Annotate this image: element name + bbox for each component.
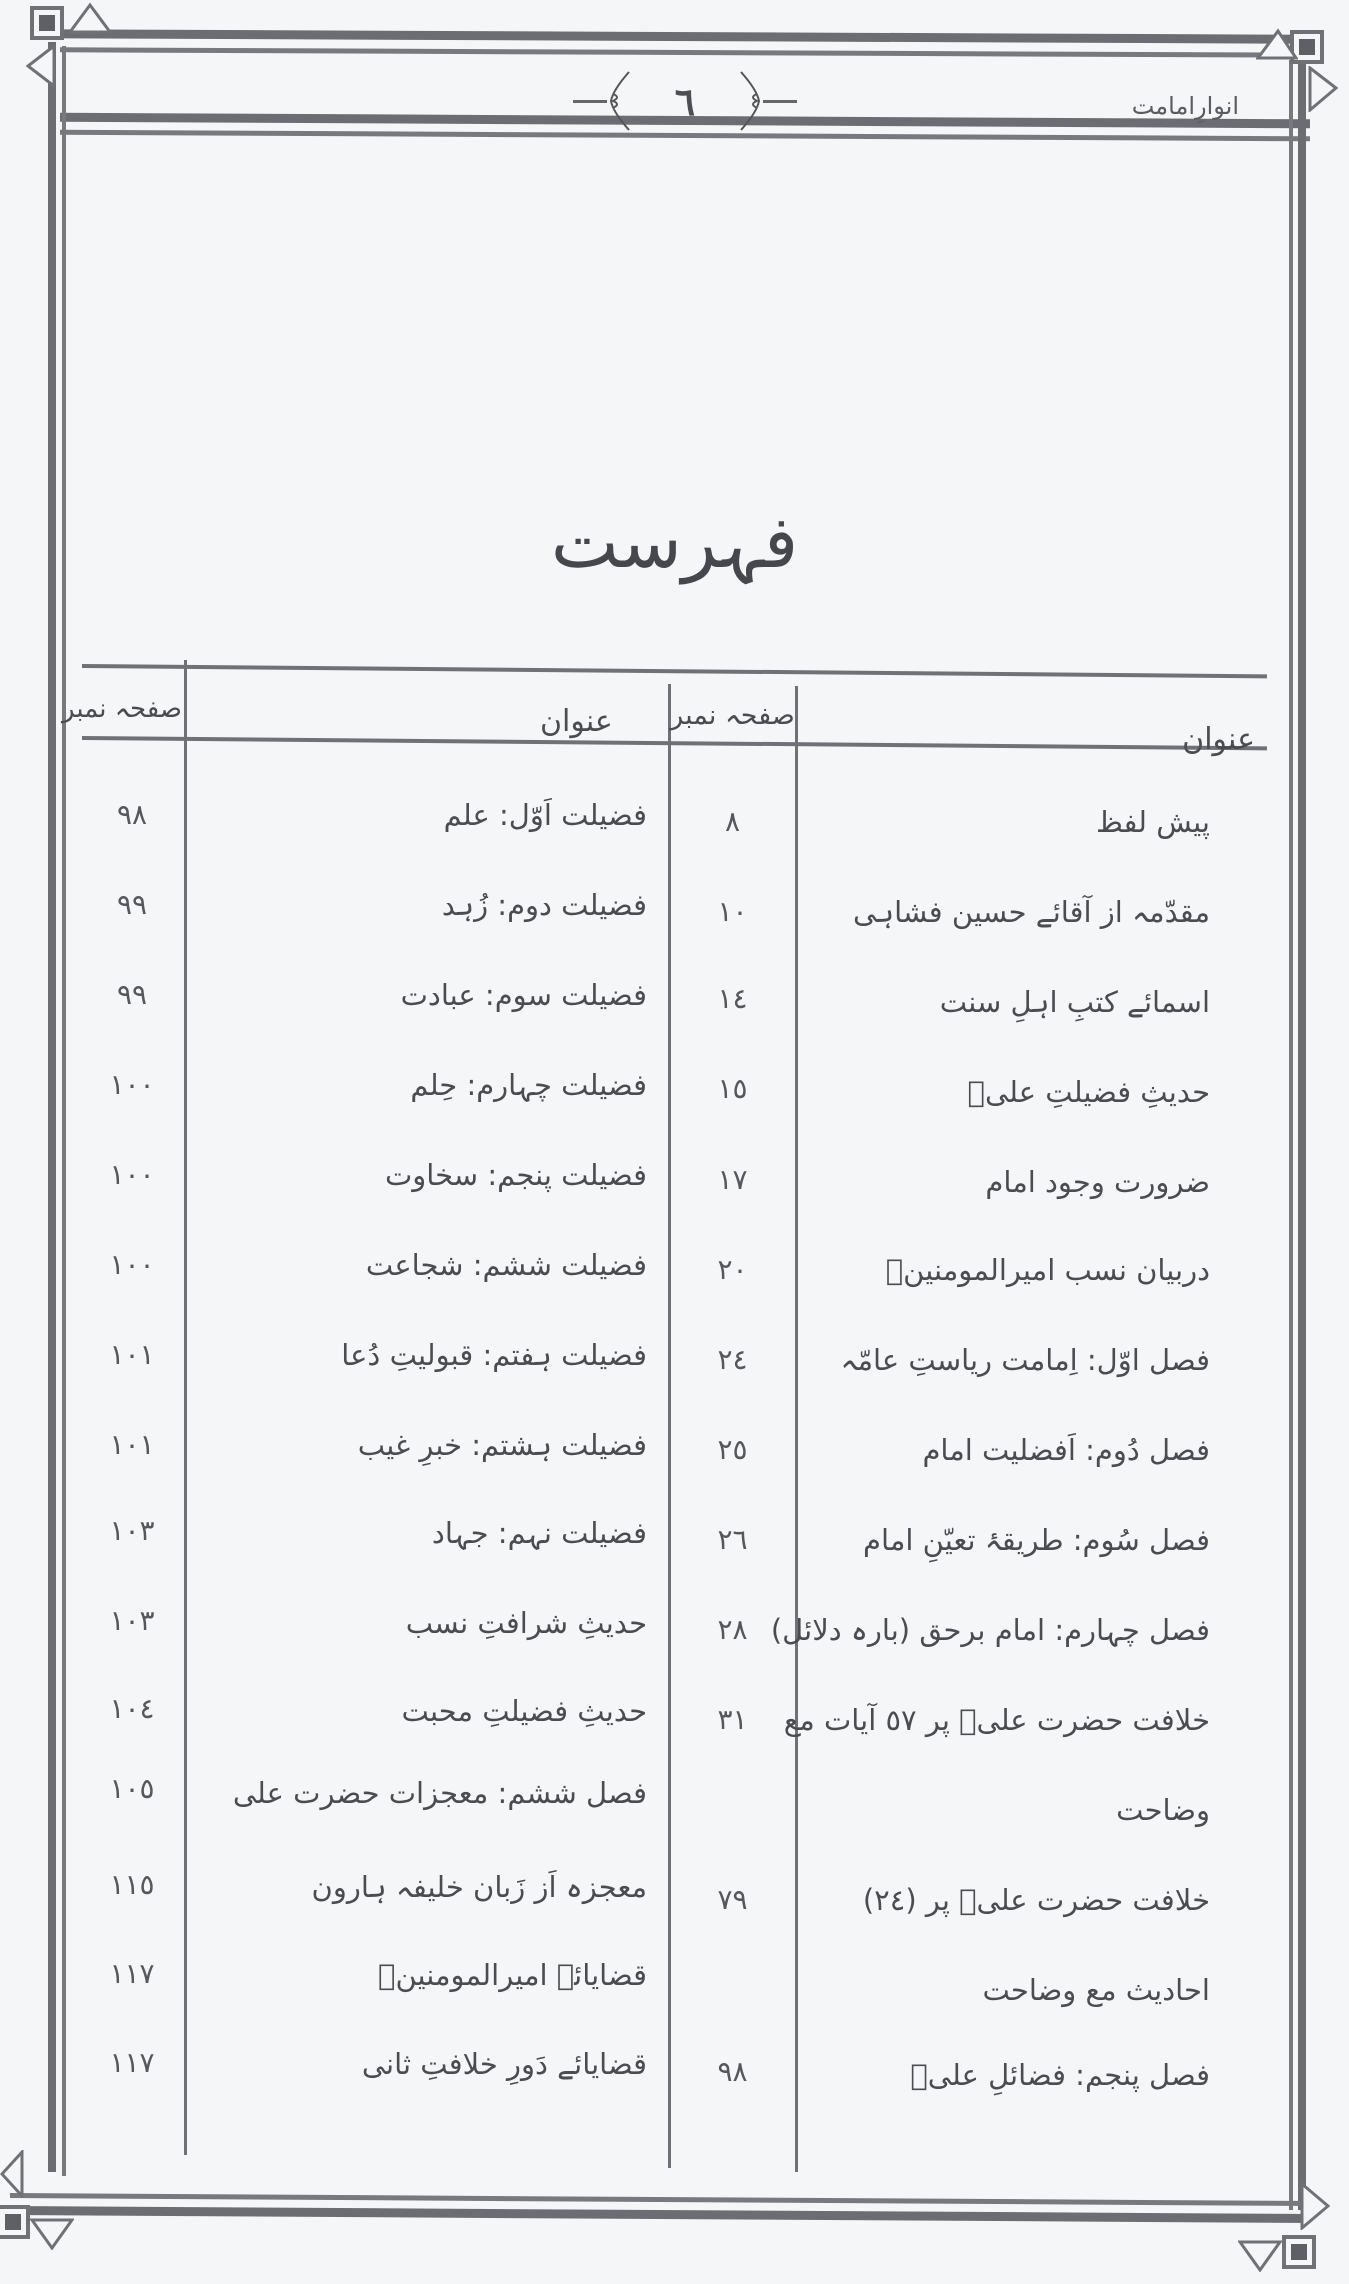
toc-entry[interactable]: فضیلت نہم: جہاد (431, 1516, 647, 1550)
toc-entry-page: ١٠١ (109, 1428, 155, 1461)
toc-entry[interactable]: مقدّمہ از آقائے حسین فشاہی (852, 895, 1210, 929)
toc-entry[interactable]: قضایائے دَورِ خلافتِ ثانی (361, 2047, 647, 2081)
toc-entry-page: ١٠٠ (109, 1068, 155, 1101)
toc-entry[interactable]: فصل دُوم: اَفضلیت امام (922, 1433, 1210, 1467)
column-header-page-left: صفحہ نمبر (62, 694, 182, 724)
page-number-block (560, 68, 810, 134)
toc-entry[interactable]: فصل ششم: معجزات حضرت علی (232, 1776, 647, 1810)
frame-top-inner-bar (60, 47, 1310, 57)
toc-entry-page: ١٠١ (109, 1338, 155, 1371)
frame-bottom-outer-bar (10, 2206, 1310, 2223)
toc-entry-page: ١٠٣ (109, 1514, 155, 1547)
toc-entry-page: ١١٧ (109, 2046, 155, 2079)
toc-entry[interactable]: حدیثِ فضیلتِ علیؑ (967, 1075, 1210, 1109)
toc-entry-page: ٢٨ (717, 1613, 748, 1646)
toc-entry-page: ٨ (724, 805, 741, 838)
table-header-rule (82, 736, 1267, 750)
triangle-ornament-icon (30, 2218, 74, 2250)
left-bracket-ornament-icon (607, 70, 631, 132)
toc-entry-page: ٢٦ (717, 1523, 748, 1556)
toc-entry[interactable]: فضیلت دوم: زُہد (441, 888, 647, 922)
corner-ornament-bottom-right (1282, 2235, 1316, 2269)
toc-entry[interactable]: فضیلت پنجم: سخاوت (384, 1158, 647, 1192)
toc-entry-page: ١٧ (717, 1163, 748, 1196)
triangle-ornament-icon (1256, 28, 1298, 60)
toc-entry[interactable]: خلافت حضرت علیؑ پر ٥٧ آیات مع (783, 1703, 1210, 1737)
toc-entry[interactable]: ضرورت وجود امام (985, 1165, 1210, 1199)
toc-entry-page: ٣١ (717, 1703, 748, 1736)
frame-left-outer-bar (48, 42, 56, 2172)
triangle-ornament-icon (1300, 2182, 1330, 2230)
toc-entry-page: ١١٧ (109, 1957, 155, 1990)
toc-entry[interactable]: فصل پنجم: فضائلِ علیؑ (910, 2058, 1210, 2092)
toc-entry[interactable]: فصل اوّل: اِمامت ریاستِ عامّہ (840, 1343, 1210, 1377)
toc-entry[interactable]: پیش لفظ (1095, 805, 1210, 839)
table-top-rule (82, 664, 1267, 678)
toc-entry[interactable]: فضیلت اَوّل: علم (443, 798, 647, 832)
column-header-page-right: صفحہ نمبر (670, 700, 795, 731)
toc-entry-page: ٢٥ (717, 1433, 748, 1466)
triangle-ornament-icon (68, 2, 112, 34)
frame-right-inner-bar (1289, 60, 1293, 2210)
running-title: انوارِامامت (1131, 92, 1239, 120)
frame-left-inner-bar (62, 46, 66, 2176)
toc-entry[interactable]: فضیلت ششم: شجاعت (365, 1248, 647, 1282)
toc-entry-page: ١٠٤ (109, 1692, 155, 1725)
toc-entry[interactable]: احادیث مع وضاحت (982, 1973, 1210, 2007)
toc-entry-page: ٩٩ (116, 888, 148, 921)
right-bracket-ornament-icon (739, 70, 763, 132)
toc-entry[interactable]: حدیثِ شرافتِ نسب (405, 1606, 647, 1640)
column-divider (795, 686, 798, 2172)
toc-entry[interactable]: فضیلت ہفتم: قبولیتِ دُعا (341, 1338, 647, 1372)
toc-entry[interactable]: خلافت حضرت علیؑ پر (٢٤) (862, 1883, 1210, 1917)
toc-entry[interactable]: فضیلت ہشتم: خبرِ غیب (357, 1428, 647, 1462)
page-number: ٦ (674, 78, 696, 124)
toc-entry-page: ٩٩ (116, 978, 148, 1011)
toc-entry[interactable]: فصل چہارم: امام برحق (بارہ دلائل) (770, 1613, 1210, 1647)
triangle-ornament-icon (0, 2150, 24, 2198)
toc-entry-page: ٩٨ (116, 798, 148, 831)
toc-entry[interactable]: فصل سُوم: طریقۂ تعیّنِ امام (863, 1523, 1210, 1557)
column-divider (184, 660, 187, 2155)
toc-entry-page: ١٤ (717, 982, 748, 1015)
toc-entry-page: ١٠٣ (109, 1604, 155, 1637)
toc-entry[interactable]: حدیثِ فضیلتِ محبت (401, 1694, 647, 1728)
toc-title: فہرست (550, 500, 799, 584)
frame-right-outer-bar (1298, 60, 1306, 2210)
corner-ornament-bottom-left (0, 2205, 30, 2239)
toc-entry-continuation[interactable]: وضاحت (1116, 1793, 1210, 1827)
toc-entry-page: ٩٨ (717, 2055, 748, 2088)
toc-entry[interactable]: فضیلت چہارم: حِلم (410, 1068, 647, 1102)
toc-entry-page: ١٠٠ (109, 1158, 155, 1191)
toc-entry[interactable]: دربیان نسب امیرالمومنینؑ (885, 1253, 1210, 1287)
corner-ornament-top-left (30, 6, 64, 40)
toc-entry-page: ٢٤ (717, 1343, 748, 1376)
ornament-line (573, 100, 607, 103)
frame-top-outer-bar (40, 29, 1310, 44)
column-header-title-right: عنوان (1182, 722, 1255, 757)
toc-entry-page: ١٥ (717, 1072, 748, 1105)
toc-entry[interactable]: قضایائے امیرالمومنینؑ (378, 1958, 647, 1992)
triangle-ornament-icon (1308, 66, 1338, 112)
triangle-ornament-icon (1238, 2240, 1282, 2272)
triangle-ornament-icon (26, 44, 56, 88)
toc-entry-page: ١١٥ (109, 1868, 155, 1901)
toc-entry-page: ٧٩ (717, 1883, 748, 1916)
toc-entry[interactable]: اسمائے کتبِ اہلِ سنت (939, 985, 1210, 1019)
toc-entry[interactable]: فضیلت سوم: عبادت (400, 978, 647, 1012)
frame-bottom-inner-bar (10, 2193, 1310, 2206)
toc-entry-page: ٢٠ (717, 1253, 748, 1286)
toc-entry[interactable]: معجزہ اَز زَبان خلیفہ ہارون (311, 1870, 647, 1904)
column-header-title-left: عنوان (540, 704, 613, 739)
ornament-line (763, 100, 797, 103)
toc-entry-page: ١٠٥ (109, 1772, 155, 1805)
toc-entry-page: ١٠ (717, 895, 748, 928)
toc-entry-page: ١٠٠ (109, 1248, 155, 1281)
